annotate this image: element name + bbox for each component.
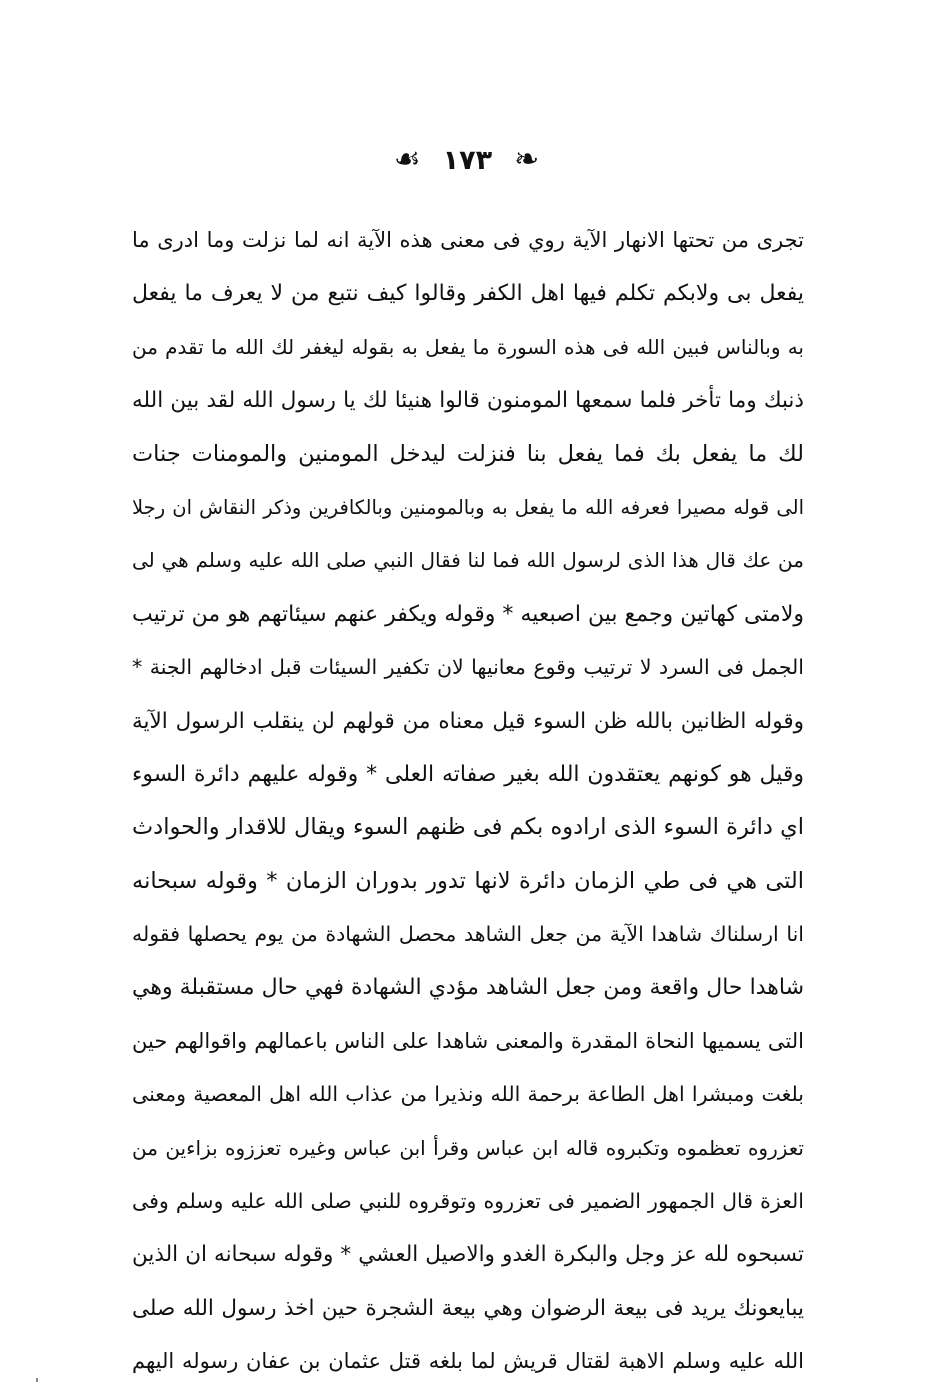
page-number: ١٧٣ [442,144,493,176]
text-line: الى قوله مصيرا فعرفه الله ما يفعل به وبالمومنين وبالكافرين وذكر النقاش ان رجلا [132,495,804,519]
text-line: التى يسميها النحاة المقدرة والمعنى شاهدا على الناس باعمالهم واقوالهم حين [132,1028,804,1053]
text-line: ولامتى كهاتين وجمع بين اصبعيه * وقوله ويكفر عنهم سيئاتهم هو من ترتيب [132,601,804,627]
text-line: من عك قال هذا الذى لرسول الله فما لنا فقال النبي صلى الله عليه وسلم هي لى [132,548,804,573]
text-line: تعزروه تعظموه وتكبروه قاله ابن عباس وقرأ ابن عباس وغيره تعززوه بزاءين من [132,1135,804,1160]
left-ornament-icon: ☙ [393,142,421,177]
text-line: العزة قال الجمهور الضمير فى تعزروه وتوقروه للنبي صلى الله عليه وسلم وفى [132,1189,804,1214]
body-text [132,214,804,1389]
text-line: انا ارسلناك شاهدا الآية من جعل الشاهد محصل الشهادة من يوم يحصلها فقوله [132,922,804,947]
margin-mark [36,1378,38,1382]
text-line: الله عليه وسلم الاهبة لقتال قريش لما بلغه قتل عثمان بن عفان رسوله اليهم [132,1349,804,1374]
text-line: الجمل فى السرد لا ترتيب وقوع معانيها لان تكفير السيئات قبل ادخالهم الجنة * [132,655,804,680]
text-line: يفعل بى ولابكم تكلم فيها اهل الكفر وقالوا كيف نتبع من لا يعرف ما يفعل [132,281,804,307]
text-line: بلغت ومبشرا اهل الطاعة برحمة الله ونذيرا من عذاب الله اهل المعصية ومعنى [132,1082,804,1107]
text-line: ذنبك وما تأخر فلما سمعها المومنون قالوا هنيئا لك يا رسول الله لقد بين الله [132,388,804,414]
text-line: شاهدا حال واقعة ومن جعل الشاهد مؤدي الشهادة فهي حال مستقبلة وهي [132,975,804,1001]
text-line: وقيل هو كونهم يعتقدون الله بغير صفاته العلى * وقوله عليهم دائرة السوء [132,761,804,787]
text-line: اي دائرة السوء الذى ارادوه بكم فى ظنهم السوء ويقال للاقدار والحوادث [132,814,804,841]
text-line: لك ما يفعل بك فما يفعل بنا فنزلت ليدخل المومنين والمومنات جنات [132,440,804,467]
right-ornament-icon: ❧ [514,142,540,177]
text-line: به وبالناس فبين الله فى هذه السورة ما يفعل به بقوله ليغفر لك الله ما تقدم من [132,334,804,359]
text-line: وقوله الظانين بالله ظن السوء قيل معناه من قولهم لن ينقلب الرسول الآية [132,708,804,734]
page-header [0,138,933,182]
text-line: التى هي فى طي الزمان دائرة لانها تدور بدوران الزمان * وقوله سبحانه [132,867,804,894]
text-line: يبايعونك يريد فى بيعة الرضوان وهي بيعة الشجرة حين اخذ رسول الله صلى [132,1295,804,1321]
text-line: تجرى من تحتها الانهار الآية روي فى معنى هذه الآية انه لما نزلت وما ادرى ما [132,228,804,252]
text-line: تسبحوه لله عز وجل والبكرة الغدو والاصيل العشي * وقوله سبحانه ان الذين [132,1242,804,1268]
